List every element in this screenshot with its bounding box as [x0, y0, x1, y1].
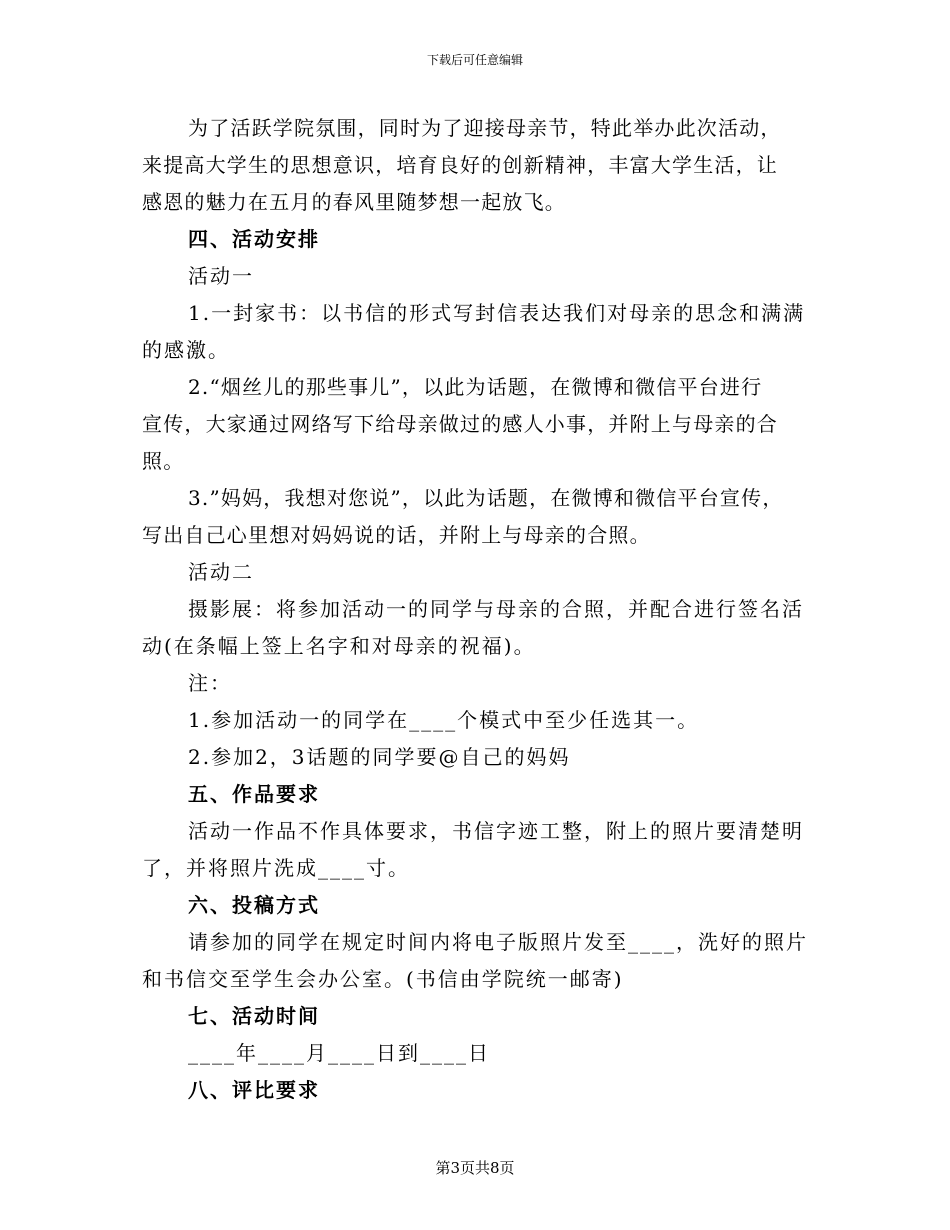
activity-time-text: ____年____月____日到____日: [188, 1041, 490, 1065]
text-line: 摄影展：将参加活动一的同学与母亲的合照，并配合进行签名活: [188, 597, 804, 621]
activity-item-3: [142, 480, 810, 554]
text-line: 为了活跃学院氛围，同时为了迎接母亲节，特此举办此次活动，: [188, 116, 782, 140]
note-item-1: 1.参加活动一的同学在____个模式中至少任选其一。: [188, 708, 700, 732]
note-label: 注：: [188, 671, 232, 695]
text-line: 感恩的魅力在五月的春风里随梦想一起放飞。: [142, 190, 566, 214]
text-line: 宣传，大家通过网络写下给母亲做过的感人小事，并附上与母亲的合: [142, 412, 778, 436]
section-heading-8: 八、评比要求: [188, 1078, 320, 1102]
text-line: 动(在条幅上签上名字和对母亲的祝福)。: [142, 634, 536, 658]
work-requirements-paragraph: [142, 813, 810, 887]
photo-exhibit-paragraph: [142, 591, 810, 665]
text-line: 的感激。: [142, 338, 230, 362]
section-heading-5: 五、作品要求: [188, 782, 320, 806]
text-line: 1.一封家书：以书信的形式写封信表达我们对母亲的思念和满满: [188, 301, 806, 325]
text-line: 请参加的同学在规定时间内将电子版照片发至____，洗好的照片: [188, 930, 808, 954]
text-line: 3.”妈妈，我想对您说”，以此为话题，在微博和微信平台宣传，: [188, 486, 784, 510]
submission-paragraph: [142, 924, 810, 998]
text-line: 照。: [142, 449, 185, 473]
page-header: 下载后可任意编辑: [426, 53, 523, 67]
activity-two-label: 活动二: [188, 560, 254, 584]
text-line: 活动一作品不作具体要求，书信字迹工整，附上的照片要清楚明: [188, 819, 804, 843]
activity-item-1: [142, 295, 810, 369]
note-item-2: 2.参加2，3话题的同学要@自己的妈妈: [188, 745, 571, 769]
text-line: 来提高大学生的思想意识，培育良好的创新精神，丰富大学生活，让: [142, 153, 778, 177]
section-heading-4: 四、活动安排: [188, 227, 320, 251]
activity-one-label: 活动一: [188, 264, 254, 288]
section-heading-6: 六、投稿方式: [188, 893, 320, 917]
intro-paragraph: [142, 110, 810, 221]
page-footer: 第3页共8页: [435, 1159, 515, 1177]
text-line: 了，并将照片洗成____寸。: [142, 856, 410, 880]
text-line: 和书信交至学生会办公室。(书信由学院统一邮寄): [142, 967, 624, 991]
section-heading-7: 七、活动时间: [188, 1004, 320, 1028]
document-body: [142, 110, 810, 1109]
activity-item-2: [142, 369, 810, 480]
text-line: 写出自己心里想对妈妈说的话，并附上与母亲的合照。: [142, 523, 651, 547]
text-line: 2.“烟丝儿的那些事儿”，以此为话题，在微博和微信平台进行: [188, 375, 763, 399]
